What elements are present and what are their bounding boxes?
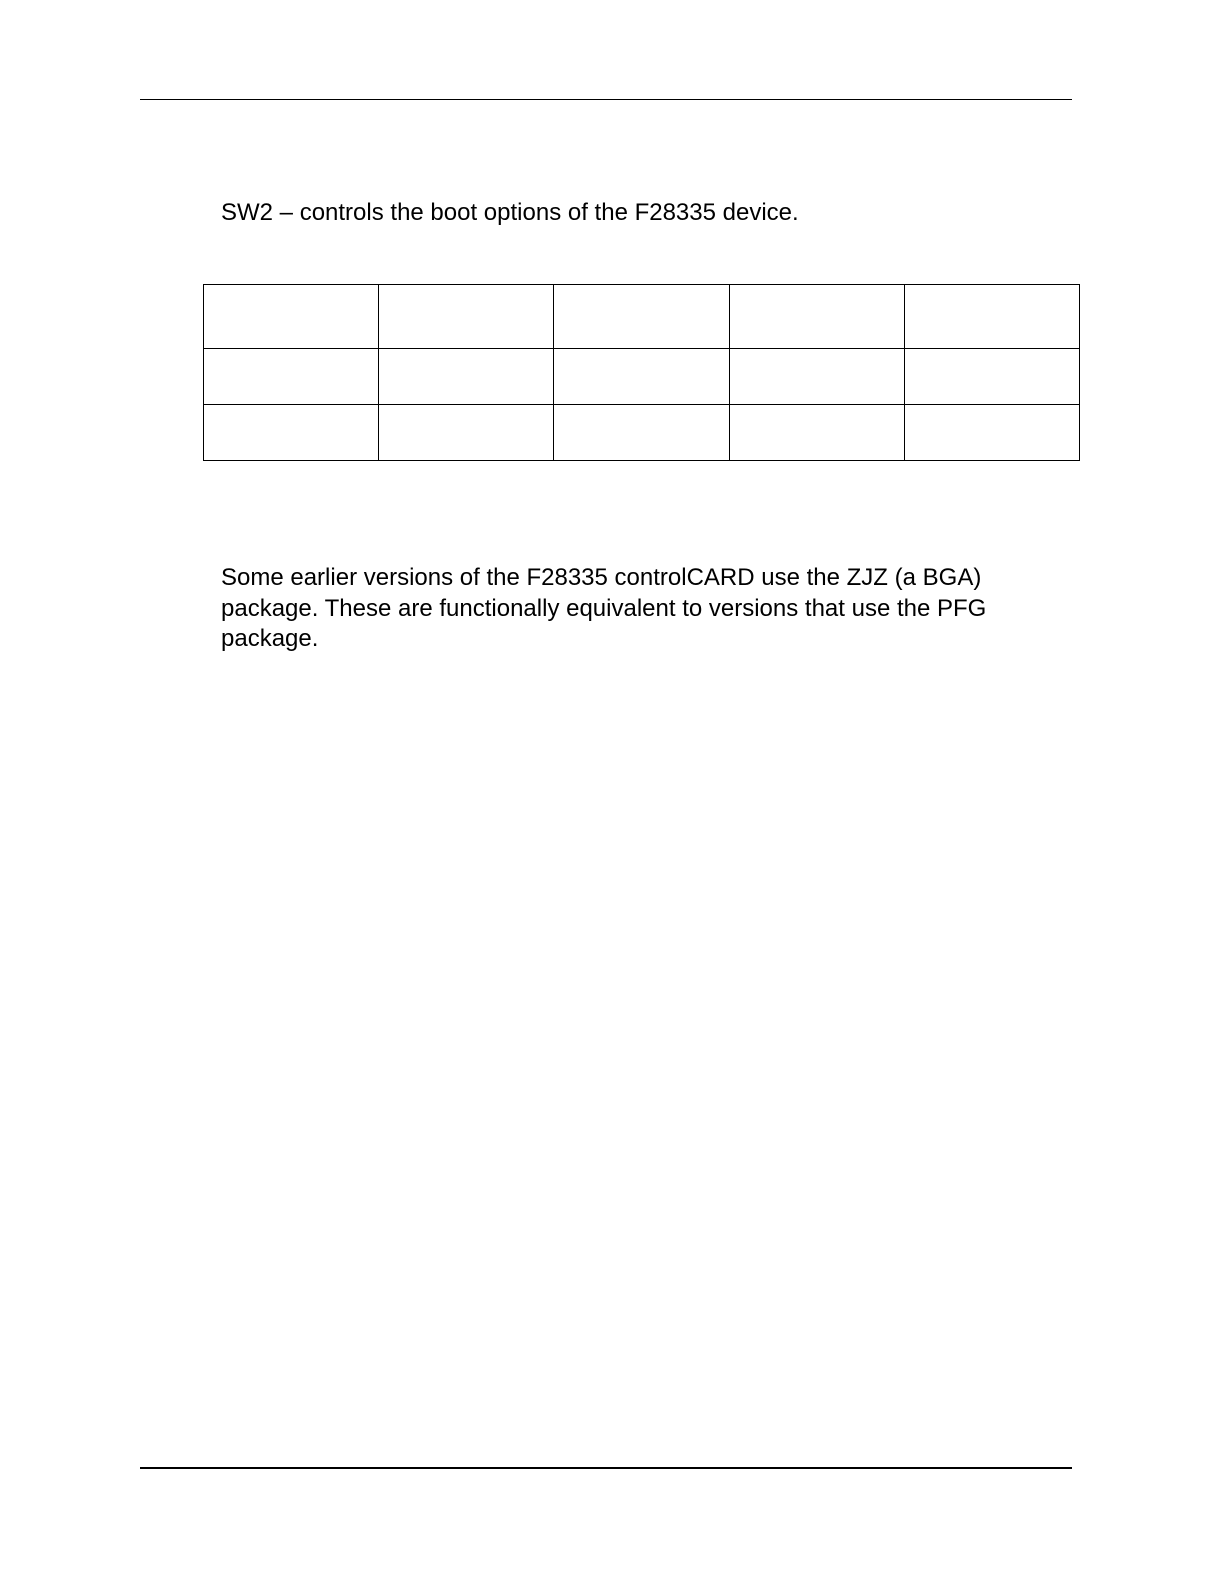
- table-cell: [904, 405, 1079, 461]
- table-cell: [554, 349, 729, 405]
- table-row: [204, 349, 1080, 405]
- footer-rule: [140, 1467, 1072, 1469]
- table-cell: [729, 405, 904, 461]
- package-note-line: package. These are functionally equivalent to versions that use the PFG: [221, 594, 987, 622]
- header-rule: [140, 99, 1072, 100]
- table-cell: [729, 285, 904, 349]
- table-cell: [379, 405, 554, 461]
- table-cell: [729, 349, 904, 405]
- table-cell: [379, 285, 554, 349]
- package-note: [221, 563, 1081, 655]
- table-cell: [904, 349, 1079, 405]
- sw2-description: SW2 – controls the boot options of the F28335 device.: [221, 199, 799, 226]
- package-note-line: package.: [221, 625, 319, 652]
- table-cell: [204, 405, 379, 461]
- boot-options-table: [203, 284, 1080, 461]
- table-cell: [554, 405, 729, 461]
- table-cell: [204, 285, 379, 349]
- package-note-line: Some earlier versions of the F28335 controlCARD use the ZJZ (a BGA): [221, 564, 982, 591]
- table-cell: [204, 349, 379, 405]
- table-cell: [904, 285, 1079, 349]
- table-row: [204, 405, 1080, 461]
- table-row: [204, 285, 1080, 349]
- table-cell: [554, 285, 729, 349]
- table-cell: [379, 349, 554, 405]
